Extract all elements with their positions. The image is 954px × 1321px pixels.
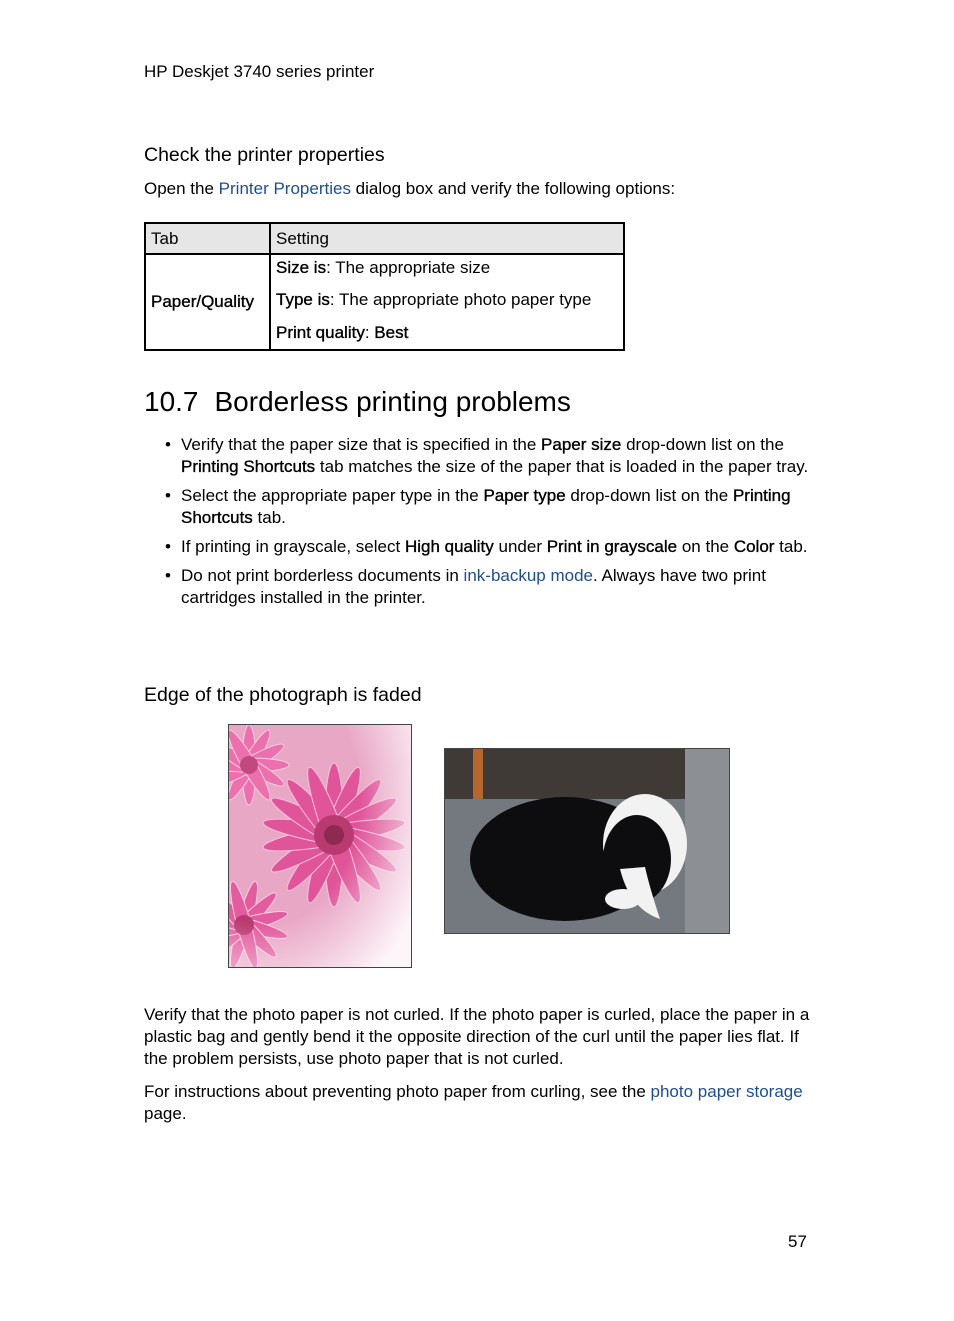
list-item (144, 536, 824, 558)
bullet-text: . Always have two print cartridges installed in the printer. (181, 566, 766, 607)
intro-text-start: Open the (144, 179, 219, 198)
ui-term: High quality (404, 537, 494, 556)
storage-paragraph (144, 1081, 816, 1125)
printer-properties-table (144, 222, 625, 351)
ui-term: Color (733, 537, 775, 556)
bullet-text: under (493, 537, 547, 556)
bullet-text: Select the appropriate paper type in the (181, 486, 484, 505)
section-title: Borderless printing problems (214, 386, 571, 417)
list-item (144, 485, 824, 529)
setting-separator: : (329, 290, 339, 309)
running-header: HP Deskjet 3740 series printer (144, 62, 375, 81)
bullet-text: drop-down list on the (621, 435, 784, 454)
bullet-text: Do not print borderless documents in (181, 566, 464, 585)
bullet-dot: • (165, 486, 171, 505)
header-cell-setting: Setting (270, 223, 624, 254)
flower-photo (228, 724, 412, 968)
bullet-text: on the (677, 537, 734, 556)
table-row (145, 254, 624, 350)
bullet-text: If printing in grayscale, select (181, 537, 405, 556)
list-item (144, 434, 824, 478)
ink-backup-mode-link[interactable]: ink-backup mode (463, 566, 594, 585)
check-properties-heading: Check the printer properties (144, 144, 385, 166)
setting-label: Size is (276, 258, 327, 277)
photo-paper-storage-link[interactable]: photo paper storage (650, 1082, 803, 1101)
dog-photo (444, 748, 730, 934)
page-number: 57 (788, 1232, 807, 1251)
setting-line-quality (276, 316, 618, 349)
cell-tab-name: Paper/Quality (145, 254, 270, 350)
bullet-text: tab. (252, 508, 286, 527)
bullet-text: tab matches the size of the paper that is loaded in the paper tray. (315, 457, 809, 476)
bullet-dot: • (165, 537, 171, 556)
bullet-dot: • (165, 566, 171, 585)
intro-text-end: dialog box and verify the following options: (350, 179, 676, 198)
ui-term: Paper type (483, 486, 566, 505)
edge-faded-heading: Edge of the photograph is faded (144, 684, 422, 706)
flower-illustration (229, 725, 411, 967)
setting-value: Best (374, 323, 409, 342)
setting-line-size (276, 255, 618, 283)
bullet-text: Verify that the paper size that is specified in the (181, 435, 542, 454)
printer-properties-link[interactable]: Printer Properties (218, 179, 351, 198)
ui-term: Printing Shortcuts (181, 457, 316, 476)
check-properties-intro (144, 178, 675, 200)
storage-text-start: For instructions about preventing photo paper from curling, see the (144, 1082, 651, 1101)
setting-separator: : (326, 258, 336, 277)
list-item (144, 565, 824, 609)
setting-value: The appropriate photo paper type (339, 290, 592, 309)
ui-term: Paper size (541, 435, 622, 454)
bullet-text: drop-down list on the (565, 486, 733, 505)
setting-label: Type is (276, 290, 330, 309)
section-number: 10.7 (144, 386, 199, 417)
curl-paragraph: Verify that the photo paper is not curled. If the photo paper is curled, place the paper in a plastic bag and gently bend it the opposite direction of the curl until the paper lies flat. If the problem persists, use photo paper that is not curled. (144, 1005, 810, 1068)
setting-value: The appropriate size (335, 258, 491, 277)
setting-separator: : (364, 323, 375, 342)
setting-label: Print quality (276, 323, 365, 342)
bullet-dot: • (165, 435, 171, 454)
ui-term: Print in grayscale (546, 537, 678, 556)
table-header-row (145, 223, 624, 254)
header-cell-tab: Tab (145, 223, 270, 254)
bullet-text: tab. (774, 537, 808, 556)
ui-term: Printing Shortcuts (181, 486, 791, 527)
section-heading (144, 386, 571, 418)
dog-illustration (445, 749, 729, 933)
storage-text-end: page. (144, 1104, 187, 1123)
setting-line-type (276, 283, 618, 316)
cell-settings (270, 254, 624, 350)
borderless-bullet-list (144, 434, 824, 616)
